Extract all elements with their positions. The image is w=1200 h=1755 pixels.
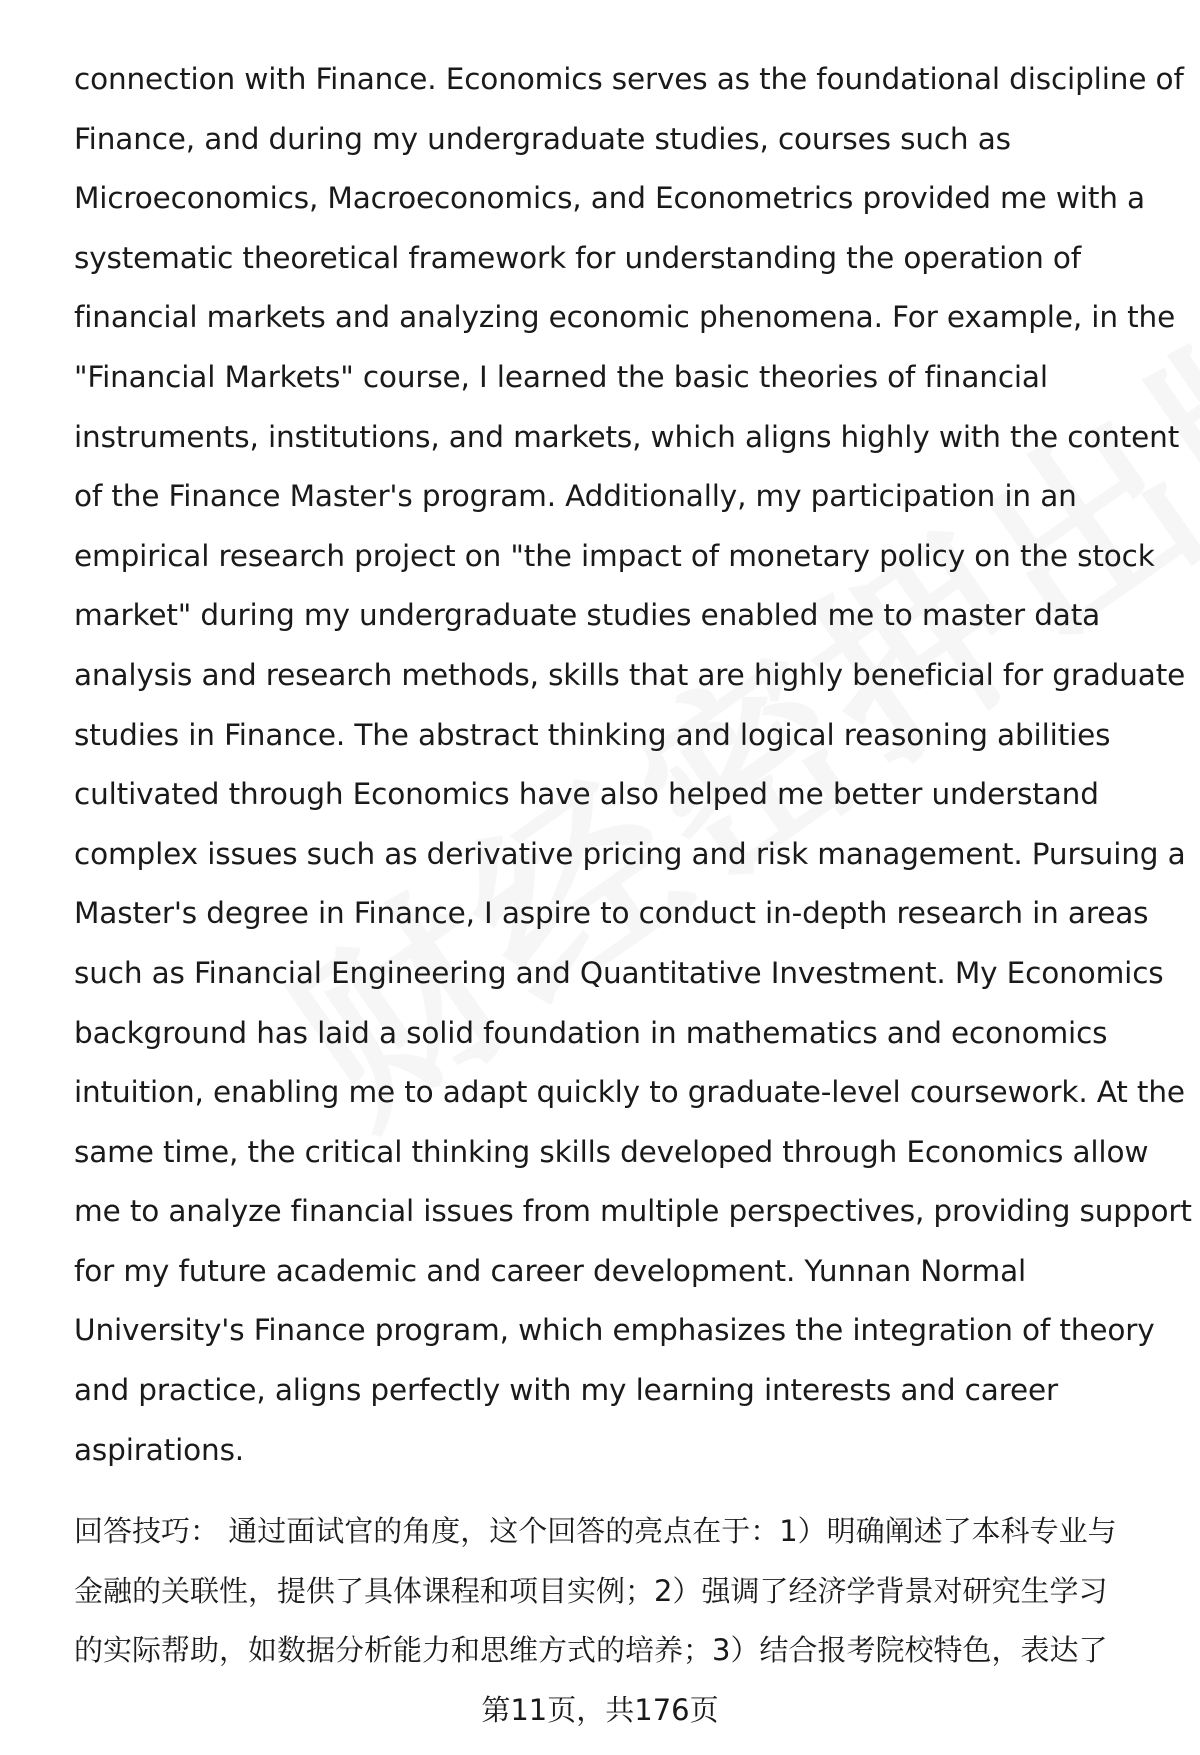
answer-line: for my future academic and career development. Yunnan Normal	[74, 1253, 1027, 1288]
answer-line: empirical research project on "the impact of monetary policy on the stock	[74, 538, 1155, 573]
page-number: 第11页，共176页	[481, 1693, 719, 1727]
tip-line: 的实际帮助，如数据分析能力和思维方式的培养；3）结合报考院校特色，表达了	[74, 1633, 1108, 1668]
answer-line: Finance, and during my undergraduate studies, courses such as	[74, 121, 1011, 156]
answer-line: connection with Finance. Economics serves as the foundational discipline of	[74, 62, 1184, 96]
tip-line: 回答技巧： 通过面试官的角度，这个回答的亮点在于：1）明确阐述了本科专业与	[74, 1514, 1117, 1548]
answer-line: University's Finance program, which emphasizes the integration of theory	[74, 1313, 1155, 1348]
answer-line: me to analyze financial issues from multiple perspectives, providing support	[74, 1194, 1192, 1229]
answer-line: "Financial Markets" course, I learned the basic theories of financial	[74, 359, 1048, 394]
answer-tip	[74, 1502, 1166, 1681]
answer-line: such as Financial Engineering and Quantitative Investment. My Economics	[74, 955, 1164, 990]
answer-line: analysis and research methods, skills that are highly beneficial for graduate	[74, 657, 1186, 692]
tip-line: 金融的关联性，提供了具体课程和项目实例；2）强调了经济学背景对研究生学习	[74, 1573, 1108, 1608]
answer-line: Microeconomics, Macroeconomics, and Econometrics provided me with a	[74, 181, 1145, 216]
answer-line: same time, the critical thinking skills developed through Economics allow	[74, 1134, 1149, 1169]
answer-line: studies in Finance. The abstract thinking and logical reasoning abilities	[74, 717, 1111, 752]
answer-line: background has laid a solid foundation in mathematics and economics	[74, 1015, 1108, 1050]
answer-paragraph	[74, 50, 1192, 1480]
answer-line: aspirations.	[74, 1432, 245, 1467]
answer-line: Master's degree in Finance, I aspire to conduct in-depth research in areas	[74, 896, 1149, 931]
answer-line: instruments, institutions, and markets, which aligns highly with the content	[74, 419, 1180, 454]
answer-line: and practice, aligns perfectly with my learning interests and career	[74, 1373, 1058, 1408]
answer-line: systematic theoretical framework for understanding the operation of	[74, 240, 1082, 275]
answer-line: of the Finance Master's program. Additionally, my participation in an	[74, 479, 1077, 514]
answer-line: market" during my undergraduate studies enabled me to master data	[74, 598, 1101, 633]
answer-line: intuition, enabling me to adapt quickly to graduate-level coursework. At the	[74, 1075, 1185, 1110]
answer-line: cultivated through Economics have also helped me better understand	[74, 777, 1099, 812]
answer-line: financial markets and analyzing economic phenomena. For example, in the	[74, 300, 1176, 335]
answer-line: complex issues such as derivative pricing and risk management. Pursuing a	[74, 836, 1186, 871]
